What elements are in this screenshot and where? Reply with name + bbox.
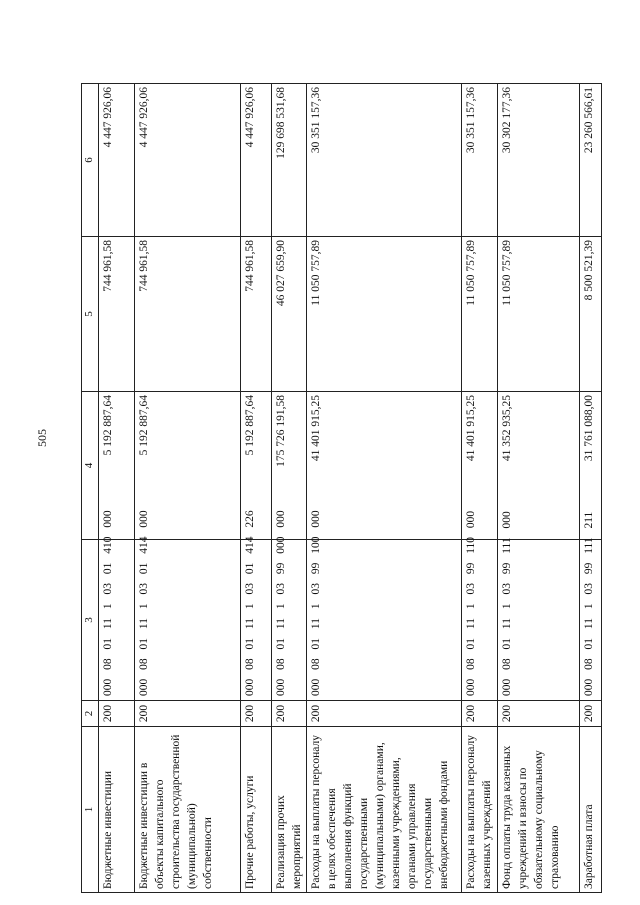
budget-table-rotated <box>81 84 599 893</box>
row-col6: 30 302 177,36 <box>498 84 580 237</box>
row-col4: 31 761 088,00 <box>580 392 602 540</box>
column-header: 5 <box>82 237 99 392</box>
page-number: 505 <box>35 429 49 447</box>
row-col6: 4 447 926,06 <box>99 84 135 237</box>
row-col4: 5 192 887,64 <box>241 392 272 540</box>
row-kbk: 000 08 01 11 1 03 99 100 000 <box>307 540 462 701</box>
row-name: Заработная плата <box>580 727 602 893</box>
table-row <box>462 84 498 893</box>
row-kbk: 000 08 01 11 1 03 01 414 226 <box>241 540 272 701</box>
column-number-row <box>82 84 99 893</box>
column-header: 3 <box>82 540 99 701</box>
row-kbk: 000 08 01 11 1 03 01 410 000 <box>99 540 135 701</box>
row-col5: 744 961,58 <box>135 237 241 392</box>
row-col4: 41 401 915,25 <box>307 392 462 540</box>
column-header: 1 <box>82 727 99 893</box>
row-col5: 744 961,58 <box>241 237 272 392</box>
row-code: 200 <box>99 701 135 727</box>
table-row <box>99 84 135 893</box>
table-row <box>307 84 462 893</box>
row-col4: 175 726 191,58 <box>272 392 307 540</box>
row-col6: 4 447 926,06 <box>241 84 272 237</box>
row-name: Реализация прочих мероприятий <box>272 727 307 893</box>
row-col4: 5 192 887,64 <box>99 392 135 540</box>
row-col6: 30 351 157,36 <box>462 84 498 237</box>
column-header: 2 <box>82 701 99 727</box>
row-code: 200 <box>307 701 462 727</box>
table-row <box>498 84 580 893</box>
row-name: Бюджетные инвестиции <box>99 727 135 893</box>
column-header: 6 <box>82 84 99 237</box>
row-code: 200 <box>241 701 272 727</box>
table-row <box>580 84 602 893</box>
row-kbk: 000 08 01 11 1 03 99 110 000 <box>462 540 498 701</box>
row-col6: 23 260 566,61 <box>580 84 602 237</box>
column-header: 4 <box>82 392 99 540</box>
row-code: 200 <box>272 701 307 727</box>
row-col4: 41 401 915,25 <box>462 392 498 540</box>
row-kbk: 000 08 01 11 1 03 99 111 000 <box>498 540 580 701</box>
row-code: 200 <box>135 701 241 727</box>
row-name: Расходы на выплаты персоналу в целях обеспечения выполнения функций государственными (муниципальными) органами, казенными учреждениями, органами управления государственными внебюджетными фондами <box>307 727 462 893</box>
row-name: Бюджетные инвестиции в объекты капитального строительства государственной (муниципальной) собственности <box>135 727 241 893</box>
row-name: Фонд оплаты труда казенных учреждений и взносы по обязательному социальному страхованию <box>498 727 580 893</box>
row-col4: 41 352 935,25 <box>498 392 580 540</box>
row-col5: 744 961,58 <box>99 237 135 392</box>
row-col6: 30 351 157,36 <box>307 84 462 237</box>
row-col6: 4 447 926,06 <box>135 84 241 237</box>
table-row <box>272 84 307 893</box>
row-code: 200 <box>580 701 602 727</box>
row-col5: 11 050 757,89 <box>498 237 580 392</box>
table-row <box>135 84 241 893</box>
row-col6: 129 698 531,68 <box>272 84 307 237</box>
row-col5: 8 500 521,39 <box>580 237 602 392</box>
row-col5: 46 027 659,90 <box>272 237 307 392</box>
row-code: 200 <box>498 701 580 727</box>
row-col5: 11 050 757,89 <box>307 237 462 392</box>
table-row <box>241 84 272 893</box>
row-kbk: 000 08 01 11 1 03 99 111 211 <box>580 540 602 701</box>
row-kbk: 000 08 01 11 1 03 99 000 000 <box>272 540 307 701</box>
row-code: 200 <box>462 701 498 727</box>
row-kbk: 000 08 01 11 1 03 01 414 000 <box>135 540 241 701</box>
row-col5: 11 050 757,89 <box>462 237 498 392</box>
row-name: Расходы на выплаты персоналу казенных учреждений <box>462 727 498 893</box>
budget-table <box>81 83 602 893</box>
row-col4: 5 192 887,64 <box>135 392 241 540</box>
row-name: Прочие работы, услуги <box>241 727 272 893</box>
